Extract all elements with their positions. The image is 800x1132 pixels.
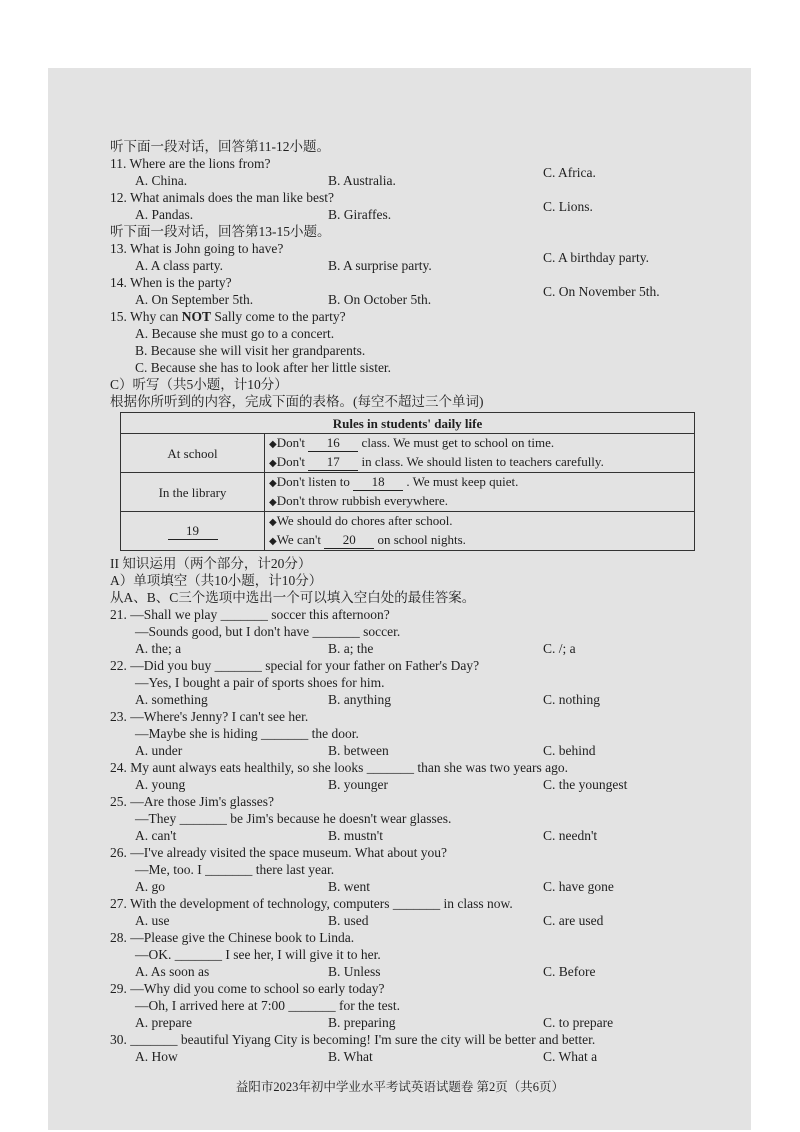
- options-11: [110, 165, 710, 189]
- option-a: A. can't: [135, 828, 177, 843]
- option-c: C. nothing: [543, 692, 601, 707]
- question-line: —OK. _______ I see her, I will give it to her.: [135, 947, 381, 962]
- rule-text: Don't listen to: [276, 474, 350, 489]
- answer-blank-17[interactable]: 17: [308, 453, 358, 471]
- question-options: [110, 878, 710, 895]
- option-b: B. A surprise party.: [328, 258, 432, 273]
- option-a: A. Because she must go to a concert.: [135, 326, 335, 341]
- question-line: —They _______ be Jim's because he doesn't wear glasses.: [135, 811, 452, 826]
- section-c-instruction: 根据你所听到的内容，完成下面的表格。(每空不超过三个单词): [110, 394, 484, 409]
- question-stem: 28. —Please give the Chinese book to Linda.: [110, 930, 355, 945]
- q15-post: Sally come to the party?: [211, 309, 346, 324]
- question-line: —Oh, I arrived here at 7:00 _______ for the test.: [135, 998, 401, 1013]
- question-options: [110, 742, 710, 759]
- question-stem: 29. —Why did you come to school so early today?: [110, 981, 385, 996]
- part-2-sub-a: A）单项填空（共10小题，计10分）: [110, 573, 323, 588]
- page-footer: 益阳市2023年初中学业水平考试英语试题卷 第2页（共6页）: [235, 1080, 565, 1094]
- option-a: A. use: [135, 913, 170, 928]
- question-11: 11. Where are the lions from?: [110, 156, 271, 171]
- option-a: A. prepare: [135, 1015, 192, 1030]
- option-c: C. What a: [543, 1049, 598, 1064]
- option-b: B. between: [328, 743, 389, 758]
- section-c-heading: C）听写（共5小题，计10分）: [110, 377, 288, 392]
- multiple-choice-list: [110, 606, 710, 1065]
- option-c: C. to prepare: [543, 1015, 614, 1030]
- row-rules: [265, 434, 695, 473]
- option-c: C. Lions.: [543, 199, 593, 214]
- table-row: [121, 434, 695, 473]
- option-a: A. the; a: [135, 641, 182, 656]
- diamond-icon: ◆: [269, 439, 277, 450]
- option-c: C. behind: [543, 743, 596, 758]
- question-stem: 30. _______ beautiful Yiyang City is becoming! I'm sure the city will be better and better.: [110, 1032, 596, 1047]
- option-b: B. Australia.: [328, 173, 396, 188]
- option-c: C. /; a: [543, 641, 576, 656]
- part-2-heading: II 知识运用（两个部分，计20分）: [110, 556, 312, 571]
- option-c: C. are used: [543, 913, 604, 928]
- question-options: [110, 1048, 710, 1065]
- question-options: [110, 827, 710, 844]
- question-stem: 21. —Shall we play _______ soccer this afternoon?: [110, 607, 390, 622]
- option-c: C. have gone: [543, 879, 614, 894]
- diamond-icon: ◆: [269, 536, 277, 547]
- question-13: 13. What is John going to have?: [110, 241, 284, 256]
- question-options: [110, 1014, 710, 1031]
- answer-blank-19[interactable]: 19: [168, 522, 218, 540]
- option-b: B. Unless: [328, 964, 381, 979]
- option-c: C. On November 5th.: [543, 284, 660, 299]
- question-stem: 22. —Did you buy _______ special for your father on Father's Day?: [110, 658, 480, 673]
- option-a: A. go: [135, 879, 165, 894]
- question-stem: 23. —Where's Jenny? I can't see her.: [110, 709, 309, 724]
- rule-text: Don't throw rubbish everywhere.: [276, 493, 449, 508]
- rule-text: We can't: [276, 532, 321, 547]
- diamond-icon: ◆: [269, 517, 277, 528]
- option-a: A. young: [135, 777, 186, 792]
- option-c: C. needn't: [543, 828, 598, 843]
- option-a: A. China.: [135, 173, 188, 188]
- question-line: —Me, too. I _______ there last year.: [135, 862, 335, 877]
- options-14: [110, 284, 710, 308]
- option-a: A. How: [135, 1049, 178, 1064]
- question-line: —Maybe she is hiding _______ the door.: [135, 726, 359, 741]
- option-b: B. On October 5th.: [328, 292, 432, 307]
- diamond-icon: ◆: [269, 458, 277, 469]
- instruction-13-15: 听下面一段对话，回答第13-15小题。: [110, 224, 331, 239]
- question-stem: 27. With the development of technology, computers _______ in class now.: [110, 896, 513, 911]
- question-14: 14. When is the party?: [110, 275, 232, 290]
- question-12: 12. What animals does the man like best?: [110, 190, 334, 205]
- option-a: A. A class party.: [135, 258, 223, 273]
- option-b: B. a; the: [328, 641, 374, 656]
- rule-text: class. We must get to school on time.: [361, 435, 555, 450]
- option-c: C. Africa.: [543, 165, 596, 180]
- option-b: B. younger: [328, 777, 388, 792]
- rules-table: [120, 412, 695, 551]
- option-a: A. under: [135, 743, 183, 758]
- option-b: B. anything: [328, 692, 391, 707]
- row-rules: [265, 473, 695, 512]
- rule-text: in class. We should listen to teachers carefully.: [361, 454, 604, 469]
- question-options: [110, 963, 710, 980]
- question-options: [110, 640, 710, 657]
- diamond-icon: ◆: [269, 497, 277, 508]
- answer-blank-18[interactable]: 18: [353, 473, 403, 491]
- question-options: [110, 912, 710, 929]
- question-stem: 26. —I've already visited the space museum. What about you?: [110, 845, 447, 860]
- rule-text: We should do chores after school.: [276, 513, 453, 528]
- table-row: [121, 512, 695, 551]
- table-title: Rules in students' daily life: [121, 413, 695, 434]
- option-a: A. As soon as: [135, 964, 210, 979]
- rule-text: Don't: [276, 454, 306, 469]
- question-options: [110, 776, 710, 793]
- answer-blank-16[interactable]: 16: [308, 434, 358, 452]
- question-15: [110, 308, 710, 325]
- answer-blank-20[interactable]: 20: [324, 531, 374, 549]
- option-b: B. What: [328, 1049, 373, 1064]
- option-c: C. the youngest: [543, 777, 628, 792]
- option-b: B. preparing: [328, 1015, 396, 1030]
- exam-content: [110, 138, 710, 1065]
- options-13: [110, 250, 710, 274]
- options-12: [110, 199, 710, 223]
- option-b: B. Giraffes.: [328, 207, 392, 222]
- row-rules: [265, 512, 695, 551]
- question-stem: 25. —Are those Jim's glasses?: [110, 794, 275, 809]
- option-b: B. mustn't: [328, 828, 383, 843]
- option-b: B. went: [328, 879, 370, 894]
- rule-text: on school nights.: [377, 532, 466, 547]
- option-b: B. Because she will visit her grandparents.: [135, 343, 366, 358]
- rule-text: Don't: [276, 435, 306, 450]
- option-a: A. something: [135, 692, 208, 707]
- q15-pre: 15. Why can: [110, 309, 182, 324]
- table-row: [121, 473, 695, 512]
- row-category: In the library: [121, 473, 265, 512]
- option-c: C. Because she has to look after her little sister.: [135, 360, 392, 375]
- option-c: C. A birthday party.: [543, 250, 649, 265]
- rule-text: . We must keep quiet.: [406, 474, 519, 489]
- diamond-icon: ◆: [269, 478, 277, 489]
- question-line: —Sounds good, but I don't have _______ soccer.: [135, 624, 401, 639]
- question-options: [110, 691, 710, 708]
- option-a: A. Pandas.: [135, 207, 194, 222]
- row-category: At school: [121, 434, 265, 473]
- instruction-11-12: 听下面一段对话，回答第11-12小题。: [110, 139, 330, 154]
- part-2-instruction: 从A、B、C三个选项中选出一个可以填入空白处的最佳答案。: [110, 590, 476, 605]
- question-line: —Yes, I bought a pair of sports shoes for him.: [135, 675, 385, 690]
- q15-bold: NOT: [181, 309, 211, 324]
- option-b: B. used: [328, 913, 369, 928]
- option-c: C. Before: [543, 964, 596, 979]
- option-a: A. On September 5th.: [135, 292, 254, 307]
- question-stem: 24. My aunt always eats healthily, so she looks _______ than she was two years ago.: [110, 760, 569, 775]
- row-category: [121, 512, 265, 551]
